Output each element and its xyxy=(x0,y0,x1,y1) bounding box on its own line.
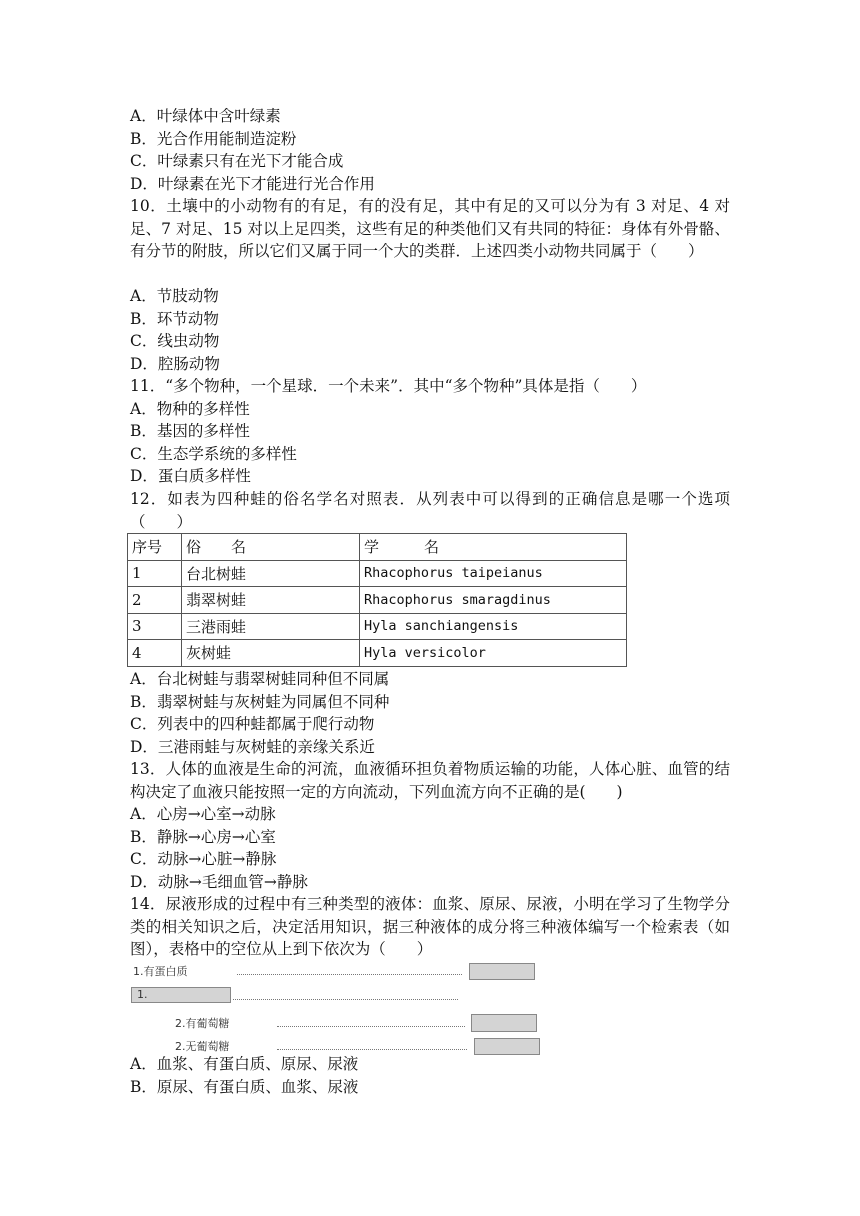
row-common-name: 台北树蛙 xyxy=(182,560,360,587)
row-common-name: 灰树蛙 xyxy=(182,640,360,667)
header-common-name: 俗 名 xyxy=(182,534,360,561)
table-row xyxy=(128,640,627,667)
key-blank-box-4 xyxy=(474,1038,540,1055)
q12-stem: 12．如表为四种蛙的俗名学名对照表．从列表中可以得到的正确信息是哪一个选项（ ） xyxy=(130,490,730,531)
q10-option-a: A．节肢动物 xyxy=(130,287,219,305)
row-index: 3 xyxy=(128,613,182,640)
q14-option-a: A．血浆、有蛋白质、原尿、尿液 xyxy=(130,1055,359,1073)
q9-option-a: A．叶绿体中含叶绿素 xyxy=(130,107,281,125)
table-row xyxy=(128,613,627,640)
key-row-4-leader xyxy=(277,1049,467,1050)
row-index: 2 xyxy=(128,587,182,614)
key-row-3-leader xyxy=(277,1026,465,1027)
header-index: 序号 xyxy=(128,534,182,561)
key-blank-box-3 xyxy=(471,1014,537,1032)
q13-stem: 13．人体的血液是生命的河流，血液循环担负着物质运输的功能，人体心脏、血管的结构决定了血液只能按照一定的方向流动，下列血流方向不正确的是( ) xyxy=(130,760,730,801)
q12-option-a: A．台北树蛙与翡翠树蛙同种但不同属 xyxy=(130,670,390,688)
key-row-2-label: 1. xyxy=(137,988,148,1001)
key-row-1-label: 1.有蛋白质 xyxy=(133,965,188,978)
row-scientific-name: Rhacophorus taipeianus xyxy=(360,560,627,587)
q10-option-d: D．腔肠动物 xyxy=(130,355,220,373)
q11-option-a: A．物种的多样性 xyxy=(130,400,250,418)
q9-option-d: D．叶绿素在光下才能进行光合作用 xyxy=(130,175,375,193)
key-row-3-label: 2.有葡萄糖 xyxy=(175,1017,230,1030)
q11-option-c: C．生态学系统的多样性 xyxy=(130,445,297,463)
table-row xyxy=(128,587,627,614)
q12-option-c: C．列表中的四种蛙都属于爬行动物 xyxy=(130,715,375,733)
q11-stem: 11．“多个物种，一个星球．一个未来”．其中“多个物种”具体是指（ ） xyxy=(130,377,647,395)
row-scientific-name: Rhacophorus smaragdinus xyxy=(360,587,627,614)
key-row-1-leader xyxy=(237,974,462,975)
q10-option-c: C．线虫动物 xyxy=(130,332,220,350)
q14-option-b: B．原尿、有蛋白质、血浆、尿液 xyxy=(130,1078,359,1096)
q9-option-b: B．光合作用能制造淀粉 xyxy=(130,130,297,148)
table-header-row xyxy=(128,534,627,561)
table-row xyxy=(128,560,627,587)
frog-name-table xyxy=(127,533,627,667)
row-common-name: 三港雨蛙 xyxy=(182,613,360,640)
key-row-2-leader xyxy=(233,999,458,1000)
q11-option-d: D．蛋白质多样性 xyxy=(130,467,251,485)
q12-option-b: B．翡翠树蛙与灰树蛙为同属但不同种 xyxy=(130,693,390,711)
row-common-name: 翡翠树蛙 xyxy=(182,587,360,614)
q13-option-b: B．静脉→心房→心室 xyxy=(130,828,276,846)
header-scientific-name: 学 名 xyxy=(360,534,627,561)
row-index: 1 xyxy=(128,560,182,587)
q14-stem: 14．尿液形成的过程中有三种类型的液体：血浆、原尿、尿液，小明在学习了生物学分类的相关知识之后，决定活用知识，据三种液体的成分将三种液体编写一个检索表（如图），表格中的空位从上到下依次为（ ） xyxy=(130,895,730,958)
key-blank-box-1 xyxy=(469,963,535,980)
q13-option-a: A．心房→心室→动脉 xyxy=(130,805,276,823)
classification-key-figure xyxy=(127,960,547,1055)
q10-option-b: B．环节动物 xyxy=(130,310,219,328)
q13-option-d: D．动脉→毛细血管→静脉 xyxy=(130,873,308,891)
q10-stem: 10．土壤中的小动物有的有足，有的没有足，其中有足的又可以分为有 3 对足、4 对足、7 对足、15 对以上足四类，这些有足的种类他们又有共同的特征：身体有外骨骼、有分节的附肢，所以它们又属于同一个大的类群．上述四类小动物共同属于（ ） xyxy=(130,197,730,260)
q12-option-d: D．三港雨蛙与灰树蛙的亲缘关系近 xyxy=(130,738,375,756)
row-scientific-name: Hyla sanchiangensis xyxy=(360,613,627,640)
q9-option-c: C．叶绿素只有在光下才能合成 xyxy=(130,152,344,170)
row-index: 4 xyxy=(128,640,182,667)
q13-option-c: C．动脉→心脏→静脉 xyxy=(130,850,277,868)
q11-option-b: B．基因的多样性 xyxy=(130,422,250,440)
row-scientific-name: Hyla versicolor xyxy=(360,640,627,667)
key-row-4-label: 2.无葡萄糖 xyxy=(175,1040,230,1053)
